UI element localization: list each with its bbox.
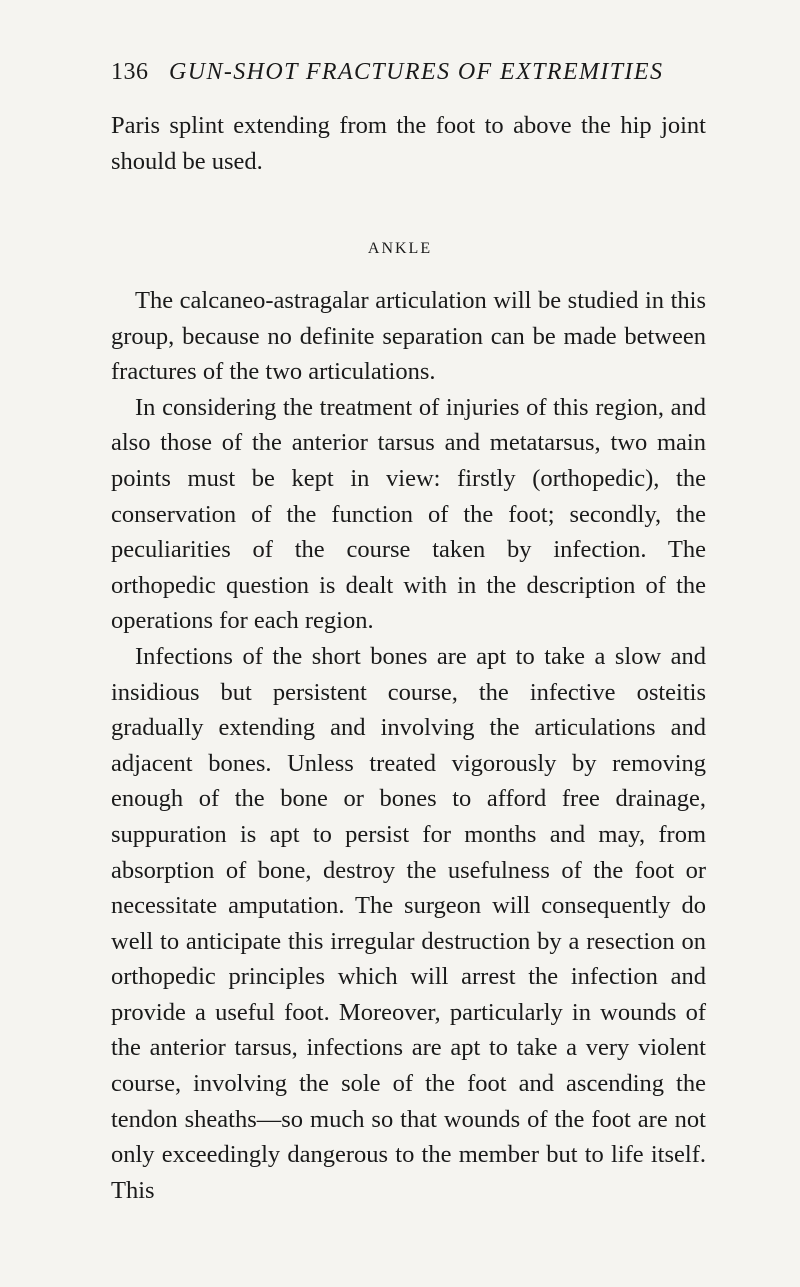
page-number: 136 <box>111 59 149 85</box>
section-text-block <box>111 283 706 1208</box>
paragraph: The calcaneo-astragalar articulation will be studied in this group, because no definite separation can be made between fractures of the two articulations. <box>111 287 706 386</box>
section-heading: ANKLE <box>367 240 433 257</box>
running-head <box>111 54 701 90</box>
continuation-paragraph: Paris splint extending from the foot to above the hip joint should be used. <box>111 112 706 175</box>
paragraph: Infections of the short bones are apt to take a slow and insidious but persistent course, the infective osteitis gradually extending and involving the articulations and adjacent bones. Unless treated vigorously by removing enough of the bone or bones to afford free drainage, suppuration is apt to persist for months and may, from absorption of bone, destroy the usefulness of the foot or necessitate amputation. The surgeon will consequently do well to anticipate this irregular destruction by a resection on orthopedic principles which will arrest the infection and provide a useful foot. Moreover, particularly in wounds of the anterior tarsus, infections are apt to take a very violent course, involving the sole of the foot and ascending the tendon sheaths—so much so that wounds of the foot are not only exceedingly dangerous to the member but to life itself. This <box>111 642 706 1204</box>
continuation-text-block <box>111 108 706 179</box>
running-title: GUN-SHOT FRACTURES OF EXTREMITIES <box>169 59 664 85</box>
paragraph: In considering the treatment of injuries of this region, and also those of the anterior tarsus and metatarsus, two main points must be kept in view: firstly (orthopedic), the conservation of the function of the foot; secondly, the peculiarities of the course taken by infection. The orthopedic question is dealt with in the description of the operations for each region. <box>111 393 706 635</box>
